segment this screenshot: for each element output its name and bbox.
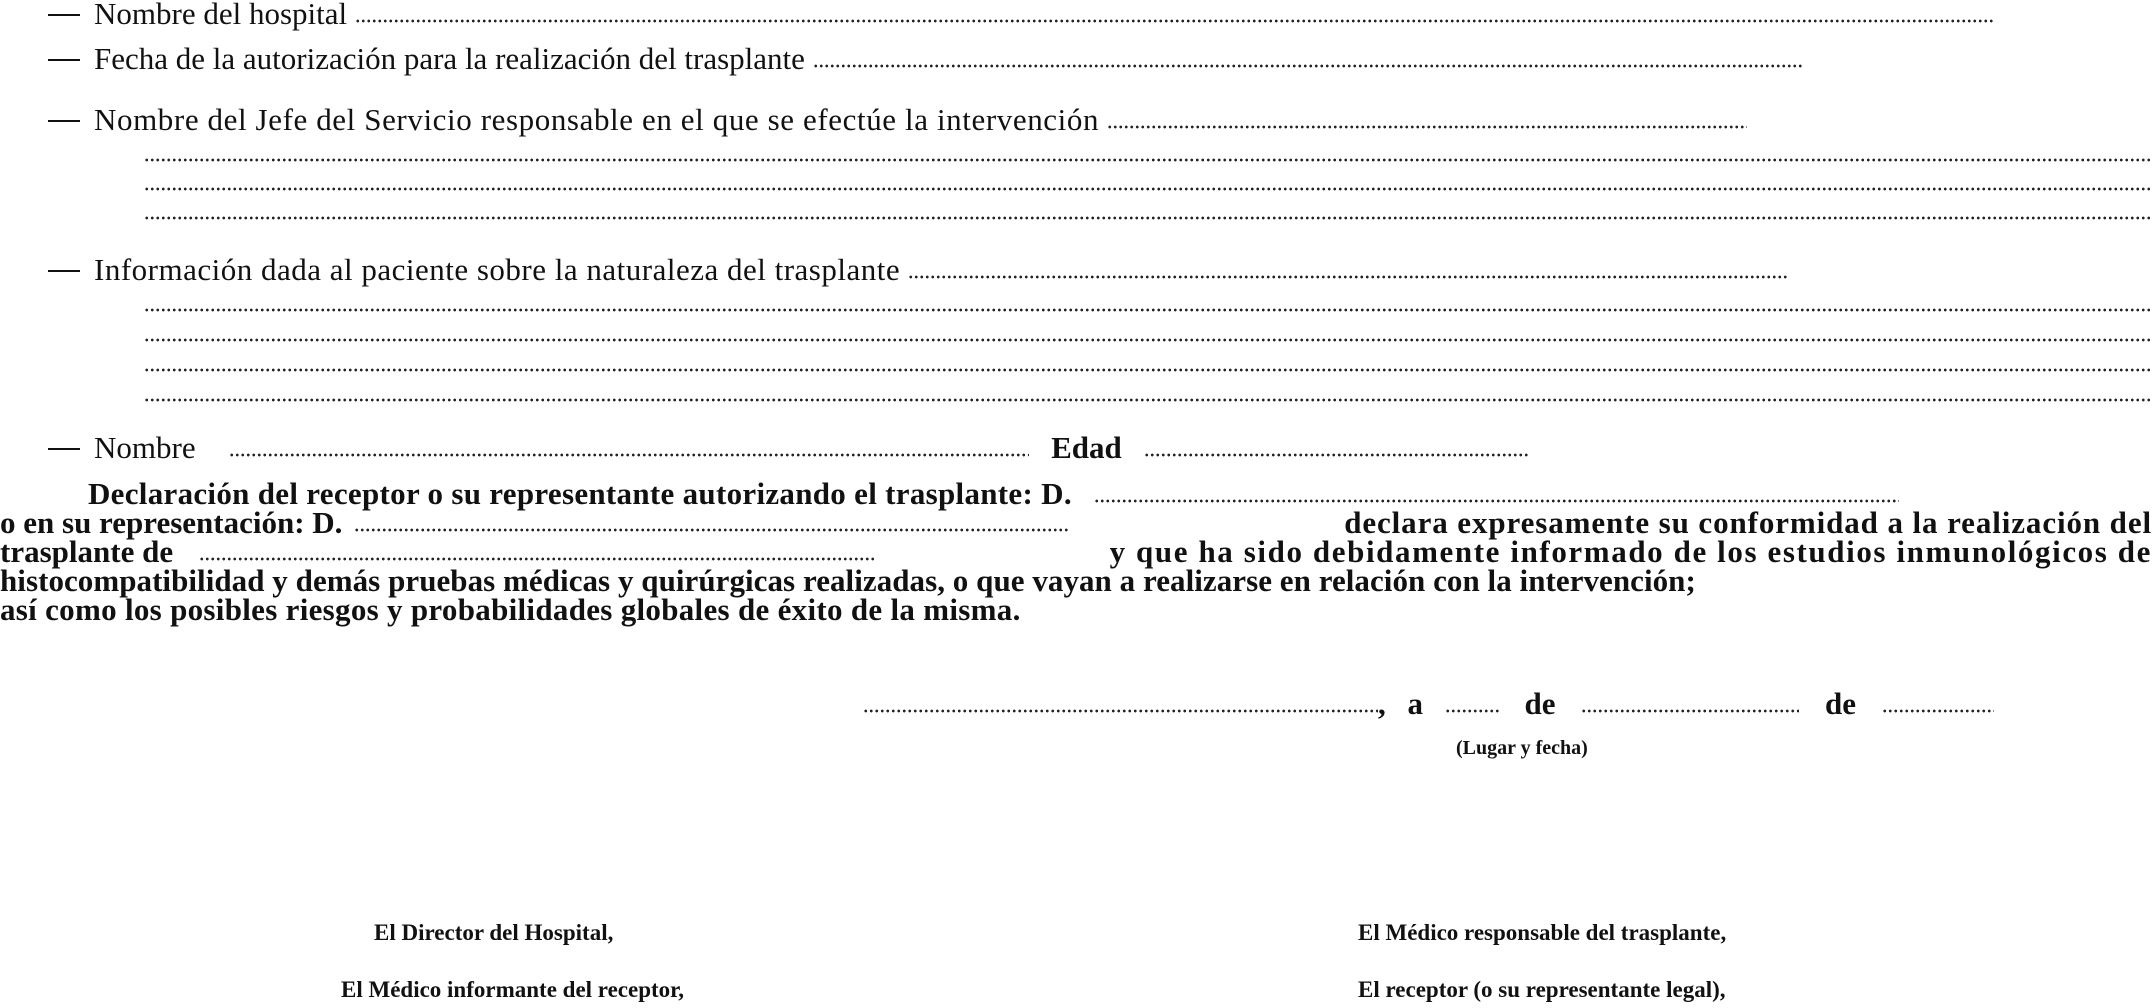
transplant-type-field[interactable] [199, 556, 874, 562]
signature-responsible-doctor: El Médico responsable del trasplante, [1358, 920, 1727, 945]
age-label: Edad [1051, 430, 1122, 465]
place-field[interactable] [863, 708, 1378, 714]
place-date-caption: (Lugar y fecha) [1456, 737, 1588, 759]
authorization-date-label: Fecha de la autorización para la realización del trasplante [94, 41, 805, 76]
month-field[interactable] [1581, 708, 1799, 714]
declaration-line-5 [0, 592, 2155, 628]
hospital-name-line [48, 0, 2155, 32]
day-field[interactable] [1445, 708, 1499, 714]
dotted-line[interactable] [144, 186, 2150, 192]
patient-info-continuation[interactable] [144, 307, 2150, 403]
place-date-a: a [1407, 686, 1423, 721]
signature-director: El Director del Hospital, [374, 920, 614, 945]
patient-info-label: Información dada al paciente sobre la naturaleza del trasplante [94, 252, 901, 287]
bullet-dash [48, 14, 80, 16]
dotted-line[interactable] [144, 157, 2150, 163]
dotted-line[interactable] [144, 397, 2150, 403]
chief-name-line [48, 102, 2155, 138]
bullet-dash [48, 270, 80, 272]
year-field[interactable] [1882, 708, 1994, 714]
hospital-name-label: Nombre del hospital [94, 0, 348, 31]
bullet-dash [48, 59, 80, 61]
dotted-line[interactable] [144, 215, 2150, 221]
authorization-date-field[interactable] [813, 63, 1803, 69]
bullet-dash [48, 448, 80, 450]
dotted-line[interactable] [144, 337, 2150, 343]
bullet-dash [48, 120, 80, 122]
declaration-text-4: histocompatibilidad y demás pruebas médicas y quirúrgicas realizadas, o que vayan a realizarse en relación con la intervención; [0, 563, 1696, 598]
place-date-de-2: de [1825, 686, 1856, 721]
place-date-de-1: de [1524, 686, 1556, 721]
age-field[interactable] [1144, 452, 1529, 458]
chief-name-continuation[interactable] [144, 157, 2150, 221]
authorization-date-line [48, 41, 2155, 77]
dotted-line[interactable] [144, 367, 2150, 373]
declaration-text-2a: o en su representación: D. [0, 505, 343, 540]
declaration-text-2b: declara expresamente su conformidad a la realización del [1344, 505, 2152, 540]
declaration-text-5: así como los posibles riesgos y probabilidades globales de éxito de la misma. [0, 592, 1021, 627]
hospital-name-field[interactable] [355, 18, 1995, 24]
declaration-text-1: Declaración del receptor o su representante autorizando el trasplante: D. [88, 476, 1072, 511]
signature-informing-doctor: El Médico informante del receptor, [341, 977, 685, 1002]
receptor-name-field[interactable] [1094, 498, 1899, 504]
name-label: Nombre [94, 430, 196, 465]
name-field[interactable] [229, 452, 1029, 458]
signature-recipient: El receptor (o su representante legal), [1358, 977, 1726, 1002]
chief-name-label: Nombre del Jefe del Servicio responsable en el que se efectúe la intervención [94, 102, 1100, 137]
declaration-text-3b: y que ha sido debidamente informado de los estudios inmunológicos de [1109, 534, 2152, 569]
dotted-line[interactable] [144, 307, 2150, 313]
place-date-line: , a de de [863, 686, 2153, 722]
representative-name-field[interactable] [354, 527, 1069, 533]
declaration-text-3a: trasplante de [0, 534, 174, 569]
name-age-line [48, 430, 2155, 466]
chief-name-field[interactable] [1107, 124, 1747, 130]
patient-info-line [48, 252, 2155, 288]
patient-info-field[interactable] [908, 274, 1788, 280]
